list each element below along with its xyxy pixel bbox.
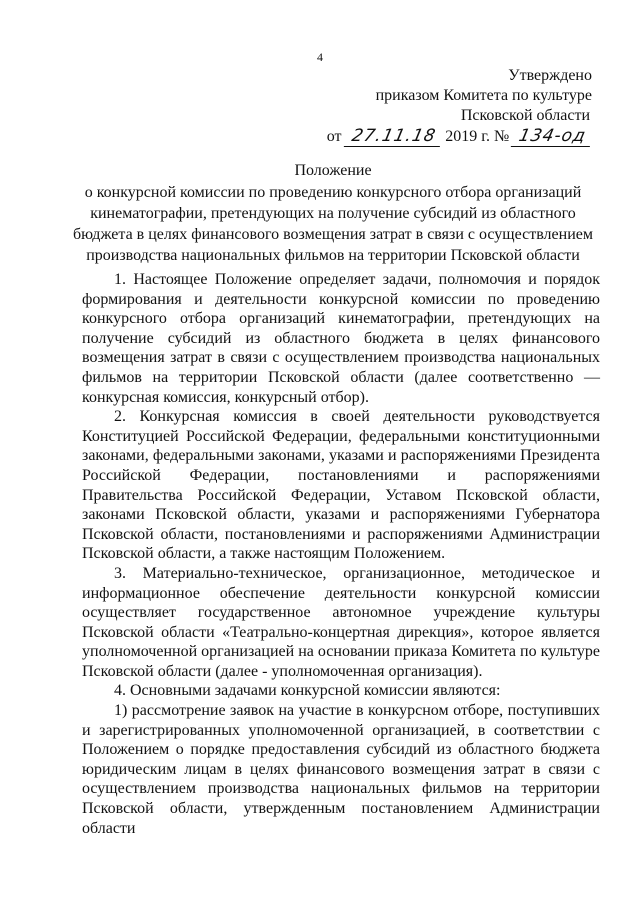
approval-region: Псковской области (460, 107, 590, 124)
approval-order-of-committee: приказом Комитета по культуре (375, 87, 592, 104)
document-title (60, 160, 606, 266)
paragraph-3: 3. Материально-техническое, организационное, методическое и информационное обеспечение деятельности конкурсной комиссии осуществляет государственное автономное учреждение культуры Псковской области «Театрально-концертная дирекция», которое является уполномоченной организацией на основании приказа Комитета по культуре Псковской области (далее - уполномоченная организация). (82, 564, 600, 680)
approval-number-handwritten: 134-од (511, 126, 594, 147)
paragraph-1: 1. Настоящее Положение определяет задачи, полномочия и порядок формирования и деятельности конкурсной комиссии по проведению конкурсного отбора организаций кинематографии, претендующих на получение субсидий из областного бюджета в целях финансового возмещения затрат в связи с осуществлением производства национальных фильмов на территории Псковской области (далее соответственно — конкурсная комиссия, конкурсный отбор). (82, 271, 600, 406)
document-body (82, 270, 600, 838)
approval-approved: Утверждено (508, 67, 592, 84)
approval-stamp (262, 66, 592, 147)
paragraph-4-item-1: 1) рассмотрение заявок на участие в конкурсном отборе, поступивших и зарегистрированных уполномоченной организацией, в соответствии с Положением о порядке предоставления субсидий из областного бюджета юридическим лицам в целях финансового возмещения затрат в связи с осуществлением производства национальных фильмов на территории Псковской области, утвержденным постановлением Администрации области (82, 702, 600, 837)
approval-year-number-label: 2019 г. № (445, 128, 510, 145)
title-heading: Положение (294, 162, 372, 179)
approval-date-line (262, 126, 592, 147)
approval-date-handwritten: 27.11.18 (343, 126, 443, 147)
approval-date-prefix: от (326, 128, 342, 145)
title-subtitle: о конкурсной комиссии по проведению конкурсного отбора организаций кинематографии, претендующих на получение субсидий из областного бюджета в целях финансового возмещения затрат в связи с осуществлением производства национальных фильмов на территории Псковской области (73, 184, 593, 264)
paragraph-4: 4. Основными задачами конкурсной комиссии являются: (114, 682, 501, 700)
paragraph-2: 2. Конкурсная комиссия в своей деятельности руководствуется Конституцией Российской Федерации, федеральными конституционными законами, федеральными законами, указами и распоряжениями Президента Российской Федерации, постановлениями и распоряжениями Правительства Российской Федерации, Уставом Псковской области, законами Псковской области, указами и распоряжениями Губернатора Псковской области, постановлениями и распоряжениями Администрации Псковской области, а также настоящим Положением. (82, 408, 600, 563)
page-number: 4 (317, 50, 323, 64)
